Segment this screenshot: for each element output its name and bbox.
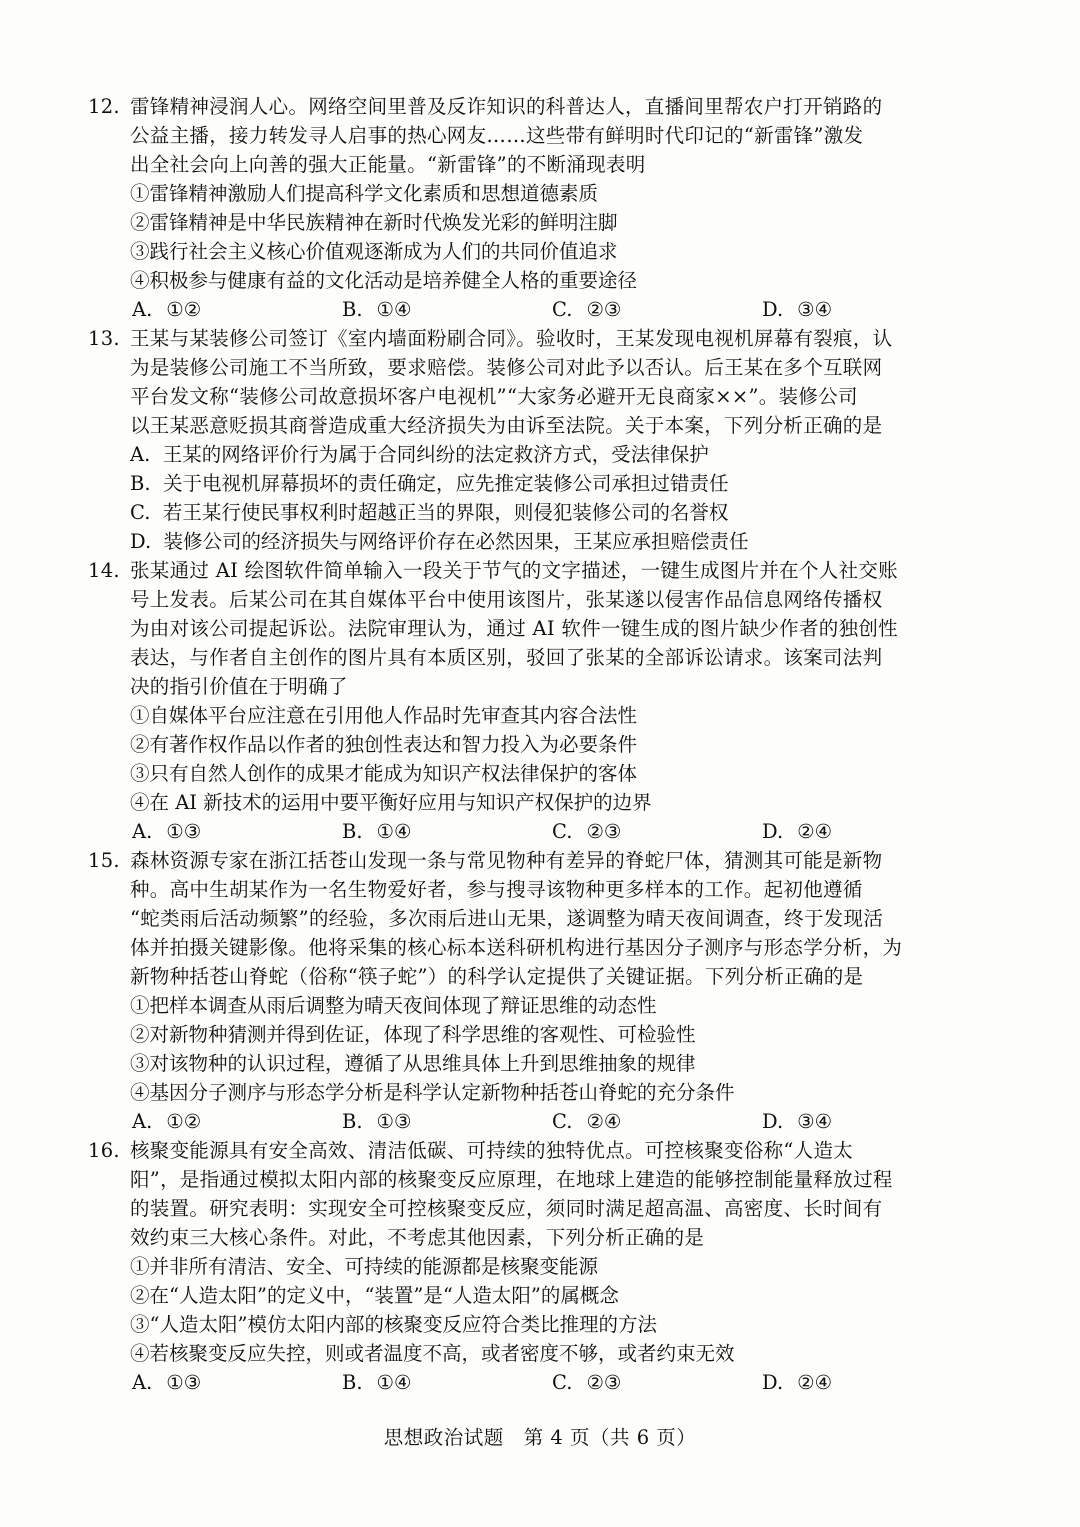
option-d: [88, 527, 988, 556]
choice-label: B.: [342, 298, 363, 321]
choice-text: ②④: [586, 1110, 622, 1133]
choice-text: ①②: [166, 298, 202, 321]
choice-text: ③④: [797, 298, 833, 321]
choice-label: D.: [762, 298, 784, 321]
statement: ②有著作权作品以作者的独创性表达和智力投入为必要条件: [130, 733, 638, 756]
question-stem-line: “蛇类雨后活动频繁”的经验，多次雨后进山无果，遂调整为晴天夜间调查，终于发现活: [130, 907, 884, 930]
option-c: [88, 498, 988, 527]
answer-choices: [88, 817, 988, 846]
choice-text: ②③: [586, 1371, 622, 1394]
choice-text: ①④: [376, 820, 412, 843]
choice-text: ①③: [166, 820, 202, 843]
stem-text: 核聚变能源具有安全高效、清洁低碳、可持续的独特优点。可控核聚变俗称“人造太: [130, 1139, 854, 1162]
statement: ②在“人造太阳”的定义中，“装置”是“人造太阳”的属概念: [130, 1284, 619, 1307]
statement: ④在 AI 新技术的运用中要平衡好应用与知识产权保护的边界: [130, 791, 652, 814]
statement: ①把样本调查从雨后调整为晴天夜间体现了辩证思维的动态性: [130, 994, 657, 1017]
question-stem-line: 出全社会向上向善的强大正能量。“新雷锋”的不断涌现表明: [130, 153, 646, 176]
statement: ②对新物种猜测并得到佐证，体现了科学思维的客观性、可检验性: [130, 1023, 696, 1046]
question-14: [88, 556, 988, 846]
choice-c: [552, 295, 762, 324]
question-stem-line: 以王某恶意贬损其商誉造成重大经济损失为由诉至法院。关于本案，下列分析正确的是: [130, 414, 883, 437]
option-label: D.: [130, 530, 152, 553]
choice-d: [762, 1368, 972, 1397]
choice-text: ③④: [797, 1110, 833, 1133]
question-number: 12.: [88, 95, 120, 118]
choice-c: [552, 817, 762, 846]
choice-d: [762, 1107, 972, 1136]
statement: ①并非所有清洁、安全、可持续的能源都是核聚变能源: [130, 1255, 599, 1278]
statement: ②雷锋精神是中华民族精神在新时代焕发光彩的鲜明注脚: [130, 211, 618, 234]
stem-text: 雷锋精神浸润人心。网络空间里普及反诈知识的科普达人，直播间里帮农户打开销路的: [130, 95, 883, 118]
option-text: 王某的网络评价行为属于合同纠纷的法定救济方式，受法律保护: [162, 443, 709, 466]
choice-b: [342, 1368, 552, 1397]
choice-c: [552, 1368, 762, 1397]
question-list: [88, 92, 988, 1397]
question-12: [88, 92, 988, 324]
choice-label: C.: [552, 820, 573, 843]
question-stem-line: 表达，与作者自主创作的图片具有本质区别，驳回了张某的全部诉讼请求。该案司法判: [130, 646, 883, 669]
choice-a: [132, 1107, 342, 1136]
choice-label: A.: [132, 298, 153, 321]
stem-text: 森林资源专家在浙江括苍山发现一条与常见物种有差异的脊蛇尸体，猜测其可能是新物: [130, 849, 883, 872]
choice-label: C.: [552, 1110, 573, 1133]
choice-label: A.: [132, 1110, 153, 1133]
choice-label: D.: [762, 1110, 784, 1133]
option-label: A.: [130, 443, 151, 466]
statement: ①雷锋精神激励人们提高科学文化素质和思想道德素质: [130, 182, 599, 205]
choice-label: C.: [552, 298, 573, 321]
choice-b: [342, 817, 552, 846]
question-stem-line: [88, 1136, 988, 1165]
statement: ④基因分子测序与形态学分析是科学认定新物种括苍山脊蛇的充分条件: [130, 1081, 735, 1104]
question-stem-line: [88, 92, 988, 121]
question-number: 15.: [88, 849, 120, 872]
choice-d: [762, 817, 972, 846]
statement: ①自媒体平台应注意在引用他人作品时先审查其内容合法性: [130, 704, 638, 727]
statement: ④积极参与健康有益的文化活动是培养健全人格的重要途径: [130, 269, 638, 292]
option-b: [88, 469, 988, 498]
choice-text: ①③: [166, 1371, 202, 1394]
question-stem-line: 决的指引价值在于明确了: [130, 675, 348, 698]
option-text: 装修公司的经济损失与网络评价存在必然因果，王某应承担赔偿责任: [163, 530, 749, 553]
choice-c: [552, 1107, 762, 1136]
question-number: 16.: [88, 1139, 120, 1162]
option-label: C.: [130, 501, 151, 524]
choice-label: B.: [342, 1110, 363, 1133]
question-13: [88, 324, 988, 556]
choice-label: A.: [132, 820, 153, 843]
choice-text: ②③: [586, 298, 622, 321]
choice-label: B.: [342, 1371, 363, 1394]
answer-choices: [88, 1368, 988, 1397]
choice-text: ①④: [376, 298, 412, 321]
page-footer: 思想政治试题 第 4 页（共 6 页）: [383, 1426, 697, 1449]
choice-label: D.: [762, 820, 784, 843]
choice-label: C.: [552, 1371, 573, 1394]
question-stem-line: 号上发表。后某公司在其自媒体平台中使用该图片，张某遂以侵害作品信息网络传播权: [130, 588, 883, 611]
choice-b: [342, 1107, 552, 1136]
question-stem-line: 新物种括苍山脊蛇（俗称“筷子蛇”）的科学认定提供了关键证据。下列分析正确的是: [130, 965, 864, 988]
choice-text: ②④: [797, 820, 833, 843]
stem-text: 张某通过 AI 绘图软件简单输入一段关于节气的文字描述，一键生成图片并在个人社交账: [130, 559, 898, 582]
statement: ④若核聚变反应失控，则或者温度不高，或者密度不够，或者约束无效: [130, 1342, 735, 1365]
choice-label: A.: [132, 1371, 153, 1394]
question-stem-line: [88, 324, 988, 353]
choice-a: [132, 1368, 342, 1397]
choice-d: [762, 295, 972, 324]
question-stem-line: 平台发文称“装修公司故意损坏客户电视机”“大家务必避开无良商家××”。装修公司: [130, 385, 858, 408]
question-number: 14.: [88, 559, 120, 582]
statement: ③践行社会主义核心价值观逐渐成为人们的共同价值追求: [130, 240, 618, 263]
question-stem-line: [88, 846, 988, 875]
question-stem-line: 种。高中生胡某作为一名生物爱好者，参与搜寻该物种更多样本的工作。起初他遵循: [130, 878, 863, 901]
statement: ③对该物种的认识过程，遵循了从思维具体上升到思维抽象的规律: [130, 1052, 696, 1075]
question-stem-line: [88, 556, 988, 585]
choice-text: ②④: [797, 1371, 833, 1394]
question-15: [88, 846, 988, 1136]
choice-text: ①②: [166, 1110, 202, 1133]
answer-choices: [88, 1107, 988, 1136]
option-a: [88, 440, 988, 469]
question-stem-line: 公益主播，接力转发寻人启事的热心网友……这些带有鲜明时代印记的“新雷锋”激发: [130, 124, 864, 147]
choice-text: ①④: [376, 1371, 412, 1394]
answer-choices: [88, 295, 988, 324]
question-stem-line: 效约束三大核心条件。对此，不考虑其他因素，下列分析正确的是: [130, 1226, 705, 1249]
choice-text: ①③: [376, 1110, 412, 1133]
question-stem-line: 为是装修公司施工不当所致，要求赔偿。装修公司对此予以否认。后王某在多个互联网: [130, 356, 883, 379]
statement: ③只有自然人创作的成果才能成为知识产权法律保护的客体: [130, 762, 638, 785]
choice-b: [342, 295, 552, 324]
choice-label: D.: [762, 1371, 784, 1394]
question-stem-line: 阳”，是指通过模拟太阳内部的核聚变反应原理，在地球上建造的能够控制能量释放过程: [130, 1168, 893, 1191]
question-stem-line: 体并拍摄关键影像。他将采集的核心标本送科研机构进行基因分子测序与形态学分析，为: [130, 936, 903, 959]
question-stem-line: 的装置。研究表明：实现安全可控核聚变反应，须同时满足超高温、高密度、长时间有: [130, 1197, 883, 1220]
option-label: B.: [130, 472, 151, 495]
option-text: 若王某行使民事权利时超越正当的界限，则侵犯装修公司的名誉权: [162, 501, 729, 524]
choice-text: ②③: [586, 820, 622, 843]
question-number: 13.: [88, 327, 120, 350]
choice-a: [132, 817, 342, 846]
choice-label: B.: [342, 820, 363, 843]
question-16: [88, 1136, 988, 1397]
choice-a: [132, 295, 342, 324]
option-text: 关于电视机屏幕损坏的责任确定，应先推定装修公司承担过错责任: [162, 472, 729, 495]
question-stem-line: 为由对该公司提起诉讼。法院审理认为，通过 AI 软件一键生成的图片缺少作者的独创性: [130, 617, 898, 640]
statement: ③“人造太阳”模仿太阳内部的核聚变反应符合类比推理的方法: [130, 1313, 657, 1336]
stem-text: 王某与某装修公司签订《室内墙面粉刷合同》。验收时，王某发现电视机屏幕有裂痕，认: [130, 327, 893, 350]
